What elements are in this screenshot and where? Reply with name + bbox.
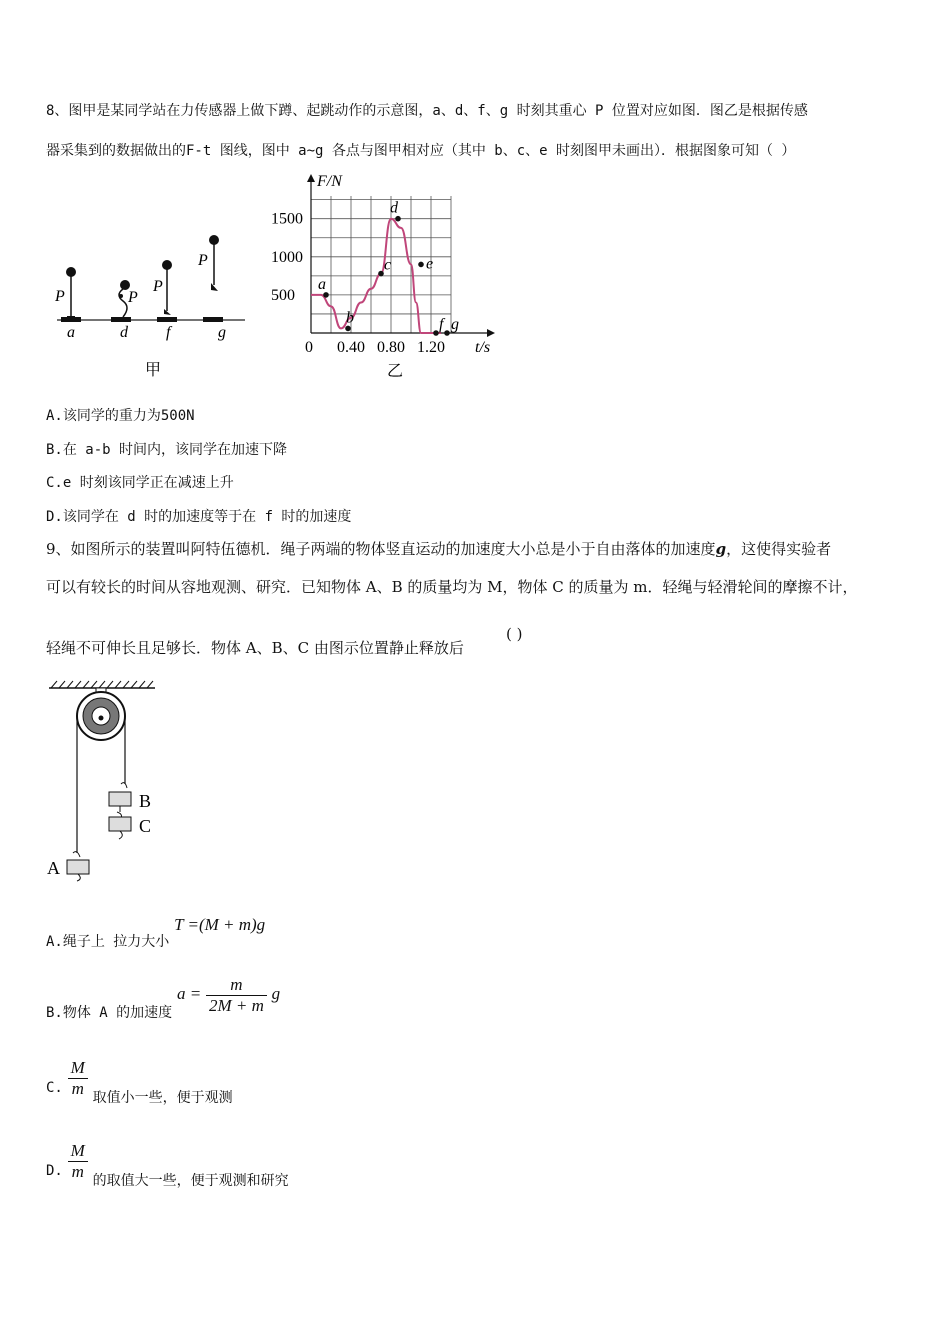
q9-option-b (46, 975, 280, 1022)
q9-stem-line2: 可以有较长的时间从容地观测、研究．已知物体 A、B 的质量均为 M，物体 C 的质量为 m．轻绳与轻滑轮间的摩擦不计， (46, 578, 858, 596)
q9-stem-line3: 轻绳不可伸长且足够长．物体 A、B、C 由图示位置静止释放后 (46, 639, 464, 657)
point-b (345, 326, 351, 332)
q9-option-c-text: 取值小一些，便于观测 (92, 1090, 233, 1106)
q9-option-c-numerator: M (68, 1058, 88, 1079)
q9-stem-g: g (715, 540, 727, 558)
point-label-f: f (439, 316, 444, 333)
q8-option-c: C.e 时刻该同学正在减速上升 (46, 475, 234, 491)
q8-option-b: B.在 a-b 时间内，该同学在加速下降 (46, 442, 288, 458)
x-tick-label: 1.20 (417, 339, 445, 356)
fig-label-d: d (120, 324, 128, 341)
p-label-g: P (198, 252, 208, 269)
point-e (418, 262, 424, 268)
p-label-d: P (128, 289, 138, 306)
q9-stem-line1-a: 9、如图所示的装置叫阿特伍德机．绳子两端的物体竖直运动的加速度大小总是小于自由落体的加速度 (46, 540, 716, 558)
q9-option-b-denominator: 2M + m (208, 996, 264, 1015)
point-a (323, 292, 329, 298)
q8-stem-line1: 8、图甲是某同学站在力传感器上做下蹲、起跳动作的示意图，a、d、f、g 时刻其重心 P 位置对应如图．图乙是根据传感 (46, 103, 808, 119)
label-c: C (139, 816, 152, 836)
point-label-d: d (390, 199, 398, 217)
q8-option-a: A.该同学的重力为500N (46, 408, 195, 424)
x-axis-arrow (487, 329, 495, 337)
fig-label-g: g (218, 324, 226, 341)
y-axis-label: F/N (317, 173, 342, 190)
point-c (378, 271, 384, 277)
q8-option-d: D.该同学在 d 时的加速度等于在 f 时的加速度 (46, 509, 352, 525)
chart-points (318, 200, 459, 336)
q9-option-d-fraction (68, 1141, 88, 1182)
atwood-figure (45, 678, 170, 883)
q9-option-a (46, 915, 265, 951)
fig-label-a: a (67, 324, 75, 341)
q8-stem-line2: 器采集到的数据做出的F-t 图线，图中 a~g 各点与图甲相对应（其中 b、c、e 时刻图甲未画出）．根据图象可知（ ） (46, 143, 796, 159)
point-f (433, 330, 439, 336)
q9-option-c (46, 1058, 233, 1107)
q9-option-a-text: A.绳子上 拉力大小 (46, 934, 170, 950)
x-axis-label: t/s (475, 339, 491, 356)
q9-option-b-text: B.物体 A 的加速度 (46, 1005, 173, 1021)
caption-jia: 甲 (145, 362, 162, 379)
figure-jia (45, 225, 255, 385)
x-tick-label: 0 (305, 339, 313, 356)
q9-option-c-denominator: m (71, 1079, 84, 1098)
p-label-a: P (55, 288, 65, 305)
point-label-e: e (426, 255, 434, 273)
q9-answer-paren: ( ) (506, 625, 523, 643)
p-label-f: P (153, 278, 163, 295)
point-g (444, 330, 450, 336)
q9-option-a-formula: T =(M + m)g (174, 915, 266, 934)
q9-option-d-text: 的取值大一些，便于观测和研究 (92, 1173, 289, 1189)
fig-label-f: f (166, 324, 171, 341)
y-tick-label: 1500 (271, 210, 303, 228)
point-label-g: g (451, 316, 459, 333)
q9-option-d (46, 1141, 289, 1190)
x-tick-label: 0.40 (337, 339, 365, 356)
q9-option-b-lhs: a = (176, 984, 202, 1003)
q9-option-d-prefix: D. (46, 1163, 63, 1179)
label-a: A (47, 858, 60, 878)
ft-chart (265, 168, 505, 383)
point-label-b: b (346, 309, 354, 327)
q9-option-b-g: g (271, 984, 281, 1003)
q9-option-b-fraction (206, 975, 267, 1016)
point-label-a: a (318, 275, 326, 293)
q9-stem-line1-b: ，这使得实验者 (726, 540, 832, 558)
y-tick-label: 1000 (271, 248, 303, 266)
point-d (395, 216, 401, 222)
label-b: B (139, 791, 152, 811)
q9-option-b-numerator: m (206, 975, 267, 996)
y-axis-arrow (307, 174, 315, 182)
q9-option-c-fraction (68, 1058, 88, 1099)
q9-stem-line1 (46, 538, 831, 559)
q9-option-c-prefix: C. (46, 1080, 63, 1096)
caption-yi: 乙 (387, 363, 404, 380)
chart-ticks (271, 211, 445, 356)
q9-option-d-denominator: m (71, 1162, 84, 1181)
point-label-c: c (384, 256, 392, 274)
x-tick-label: 0.80 (377, 339, 405, 356)
q9-option-d-numerator: M (68, 1141, 88, 1162)
y-tick-label: 500 (271, 286, 295, 304)
